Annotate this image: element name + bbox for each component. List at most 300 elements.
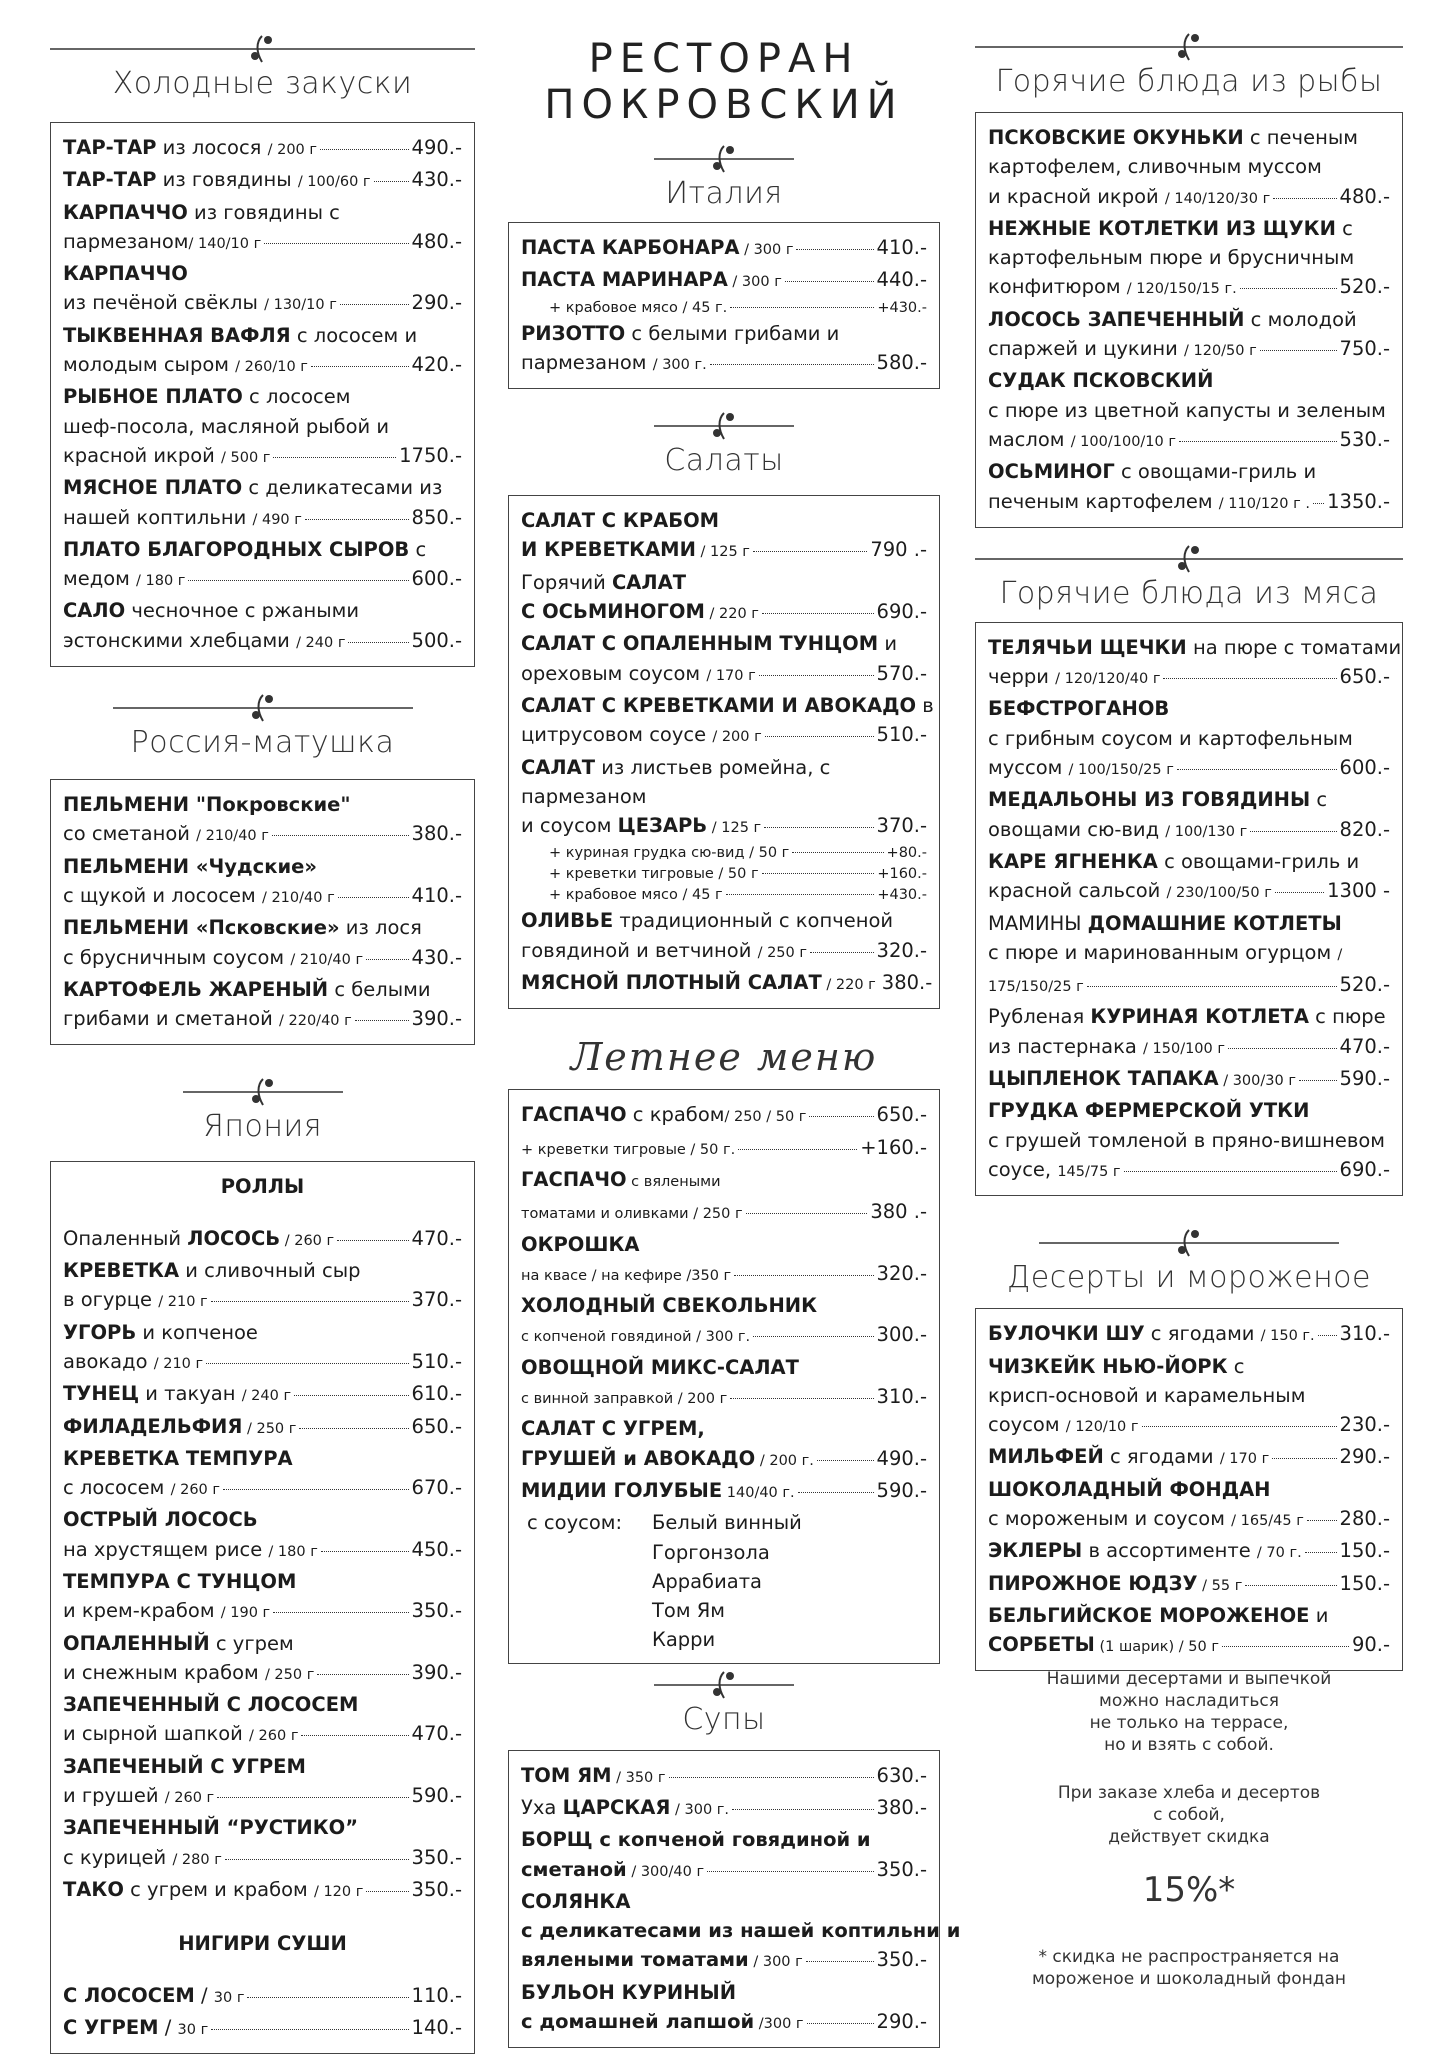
price: 1750.- — [399, 443, 462, 467]
price: 820.- — [1339, 817, 1390, 841]
dish-text: Опаленный — [63, 1226, 188, 1250]
restaurant-name-line1: РЕСТОРАН — [588, 36, 860, 82]
section-title-italy: Италия — [665, 176, 783, 211]
menu-line — [63, 412, 462, 441]
dot-leader — [217, 1797, 408, 1798]
menu-line — [988, 334, 1390, 366]
section-title-desserts: Десерты и мороженое — [1006, 1260, 1371, 1296]
text-line: Аррабиата — [652, 1569, 763, 1593]
dish-text: крисп-основой и карамельным — [988, 1383, 1306, 1407]
dish-name: КАРЕ ЯГНЕНКА — [988, 849, 1158, 873]
menu-line — [988, 815, 1390, 847]
price: 150.- — [1339, 1539, 1390, 1563]
menu-line — [988, 1352, 1390, 1381]
menu-line — [988, 487, 1390, 519]
dish-text: соусе, — [988, 1157, 1058, 1181]
section-header-russia — [50, 691, 475, 761]
dish-text: спаржей и цукини — [988, 337, 1184, 361]
dish-text: с лососем — [242, 385, 351, 409]
menu-line — [63, 288, 462, 320]
menu-line — [988, 1569, 1390, 1601]
footnote — [975, 1946, 1403, 1990]
dish-name: с домашней лапшой — [521, 2010, 755, 2034]
dot-leader — [1313, 503, 1324, 504]
price: 520.- — [1339, 275, 1390, 299]
dish-name: ОЛИВЬЕ — [521, 909, 614, 933]
dish-name: ЗАПЕЧЕННЫЙ “РУСТИКО” — [63, 1816, 359, 1840]
dish-text: из лосося — [156, 136, 268, 159]
menu-line — [988, 970, 1390, 1002]
menu-line — [521, 936, 927, 968]
dish-text: с — [1227, 1354, 1245, 1378]
menu-line — [63, 259, 462, 288]
menu-line — [63, 790, 462, 819]
dot-leader — [1260, 350, 1337, 351]
price: 590.- — [1339, 1067, 1390, 1091]
menu-line — [63, 2013, 462, 2045]
price: 600.- — [411, 567, 462, 591]
portion-weight: / 165/45 г — [1231, 1512, 1304, 1529]
dish-name: САЛАТ С КРЕВЕТКАМИ И АВОКАДО — [521, 693, 917, 717]
dish-name: ЗАПЕЧЕННЫЙ С ЛОСОСЕМ — [63, 1693, 359, 1717]
branch-ornament-icon — [975, 542, 1403, 576]
menu-line — [988, 152, 1390, 181]
dish-text: эстонскими хлебцами — [63, 628, 297, 652]
price: 490.- — [411, 136, 462, 159]
text-line: Карри — [652, 1628, 716, 1652]
dish-name: ТАР-ТАР — [63, 136, 157, 159]
portion-weight: / 55 г — [1197, 1577, 1243, 1594]
price: 590.- — [411, 1784, 462, 1808]
dish-name: ЦЫПЛЕНОК ТАПАКА — [988, 1067, 1219, 1091]
dot-leader — [355, 1020, 409, 1021]
menu-line — [521, 782, 927, 811]
price: 390.- — [411, 1660, 462, 1684]
dot-leader — [753, 1336, 873, 1337]
menu-line — [521, 864, 927, 885]
text-line: Том Ям — [652, 1599, 726, 1623]
menu-line — [63, 1752, 462, 1781]
price: 480.- — [411, 229, 462, 253]
portion-weight: / 300 г — [727, 274, 782, 291]
menu-line — [63, 1473, 462, 1505]
portion-weight: / 120/10 г — [1065, 1419, 1139, 1436]
portion-weight: / 125 г — [695, 544, 750, 561]
menu-line — [63, 350, 462, 382]
price: 510.- — [876, 723, 927, 747]
menu-line — [988, 1155, 1390, 1187]
dot-leader — [294, 1395, 408, 1396]
branch-ornament-icon — [654, 1668, 794, 1702]
portion-weight: / 260 г — [170, 1482, 220, 1499]
sauces-label: с соусом: — [527, 1511, 623, 1535]
dish-text: картофелем, сливочным муссом — [988, 155, 1322, 179]
portion-weight: / 300 г. — [670, 1801, 730, 1818]
menu-line — [521, 659, 927, 691]
menu-box-summer — [508, 1089, 940, 1663]
menu-line — [521, 1761, 927, 1793]
portion-weight: / 100/150/25 г — [1068, 762, 1174, 779]
dish-name: КАРПАЧЧО — [63, 200, 188, 224]
dot-leader — [1087, 986, 1337, 987]
menu-line — [521, 1414, 927, 1443]
price: +160.- — [877, 866, 927, 883]
menu-line — [63, 1224, 462, 1256]
dish-name: МЕДАЛЬОНЫ ИЗ ГОВЯДИНЫ — [988, 788, 1311, 812]
price: 350.- — [411, 1877, 462, 1901]
menu-line — [988, 182, 1390, 214]
menu-line — [521, 1887, 927, 1916]
price: 150.- — [1339, 1571, 1390, 1595]
dish-text: МАМИНЫ — [988, 911, 1088, 935]
dish-text: + крабовое мясо / 45 г. — [549, 299, 728, 316]
dot-leader — [338, 897, 409, 898]
dish-text: с пюре и маринованным огурцом — [988, 940, 1338, 964]
menu-line — [63, 1690, 462, 1719]
menu-line — [988, 662, 1390, 694]
dish-text: с угрем — [209, 1631, 294, 1655]
menu-line — [63, 535, 462, 564]
price: 90.- — [1351, 1633, 1390, 1657]
menu-line — [988, 305, 1390, 334]
price: 350.- — [411, 1845, 462, 1869]
dot-leader — [792, 852, 883, 853]
section-header-salads — [508, 409, 940, 479]
menu-box-fish — [975, 112, 1403, 528]
price: 520.- — [1339, 973, 1390, 997]
price: 380.- — [881, 971, 933, 995]
portion-weight: / 250 г — [242, 1420, 297, 1437]
price: 470.- — [1339, 1034, 1390, 1058]
dish-text: чесночное с ржаными — [125, 599, 360, 623]
dot-leader — [732, 1809, 873, 1810]
dish-text: с — [1335, 216, 1353, 240]
dish-name: КРЕВЕТКА — [63, 1259, 180, 1283]
portion-weight: / — [1337, 946, 1343, 963]
menu-line — [521, 1382, 927, 1414]
dish-name: САЛАТ С ОПАЛЕННЫМ ТУНЦОМ — [521, 632, 879, 656]
menu-line — [988, 1002, 1390, 1031]
menu-line — [521, 968, 933, 1000]
dish-name: ТЫКВЕННАЯ ВАФЛЯ — [63, 323, 291, 347]
dish-text: и копченое — [136, 1320, 258, 1344]
dot-leader — [726, 894, 875, 895]
dish-name: ПЕЛЬМЕНИ «Псковские» — [63, 916, 340, 940]
menu-line — [63, 1629, 462, 1658]
portion-weight: на квасе / на кефире /350 г — [521, 1267, 732, 1284]
dish-name: ПАСТА КАРБОНАРА — [521, 236, 740, 259]
portion-weight: томатами и оливками / 250 г — [521, 1206, 743, 1223]
dish-text: с щукой и лососем — [63, 883, 262, 907]
dish-text: с — [1310, 788, 1328, 812]
dot-leader — [1222, 1646, 1349, 1647]
section-title-cold: Холодные закуски — [112, 66, 413, 101]
dish-name: РЫБНОЕ ПЛАТО — [63, 385, 243, 409]
portion-weight: с винной заправкой / 200 г — [521, 1391, 728, 1408]
dish-name: МИЛЬФЕЙ — [988, 1445, 1104, 1469]
price: +80.- — [886, 845, 927, 862]
menu-box-russia — [50, 779, 475, 1045]
price: 410.- — [876, 236, 927, 259]
dish-name: САЛО — [63, 599, 126, 623]
menu-line — [63, 1285, 462, 1317]
menu-line — [521, 233, 927, 265]
dish-text: с лососем и — [290, 323, 418, 347]
menu-line — [988, 243, 1390, 272]
portion-weight: / 100/130 г — [1165, 823, 1248, 840]
portion-weight: / 200 г. — [755, 1452, 814, 1469]
section-title-japan: Япония — [203, 1109, 322, 1145]
dot-leader — [211, 1301, 409, 1302]
dish-text: Рубленая — [988, 1005, 1091, 1029]
dish-name: БЕФСТРОГАНОВ — [988, 697, 1170, 721]
nigiri-list — [63, 1981, 462, 2046]
dot-leader — [738, 1149, 857, 1150]
price: 370.- — [411, 1288, 462, 1312]
dot-leader — [734, 1275, 873, 1276]
menu-line — [988, 1064, 1390, 1096]
branch-ornament-icon — [113, 691, 413, 725]
column-right — [975, 0, 1403, 1671]
dish-text: ореховым соусом — [521, 661, 707, 685]
dish-name: ДОМАШНИЕ КОТЛЕТЫ — [1087, 911, 1342, 935]
menu-line — [988, 785, 1390, 814]
menu-line — [63, 1596, 462, 1628]
dish-text: нашей коптильни — [63, 505, 253, 529]
dot-leader — [223, 1489, 409, 1490]
dish-text: муссом — [988, 756, 1069, 780]
dish-text: печеным картофелем — [988, 489, 1219, 513]
dish-text: с овощами-гриль и — [1157, 849, 1360, 873]
menu-line — [63, 913, 462, 942]
menu-line — [63, 1875, 462, 1907]
portion-weight: / 250 г — [264, 1666, 315, 1683]
dish-text: и — [1309, 1603, 1329, 1627]
dish-text: с белыми — [328, 977, 431, 1001]
menu-line — [521, 1825, 927, 1854]
portion-weight: / 300/30 г — [1218, 1073, 1296, 1090]
price: 390.- — [411, 1007, 462, 1031]
dot-leader — [340, 304, 409, 305]
section-title-fish: Горячие блюда из рыбы — [995, 64, 1383, 99]
portion-weight: / 280 г — [172, 1851, 222, 1868]
dish-text: в огурце — [63, 1288, 159, 1312]
section-title-meat: Горячие блюда из мяса — [999, 575, 1379, 611]
dot-leader — [807, 2023, 874, 2024]
dish-name: МЯСНОЙ ПЛОТНЫЙ САЛАТ — [521, 971, 822, 995]
menu-line — [988, 396, 1390, 425]
portion-weight: / 125 г — [707, 820, 762, 837]
menu-line — [521, 1353, 927, 1382]
dot-leader — [669, 1777, 874, 1778]
menu-line — [988, 425, 1390, 457]
price: 410.- — [411, 883, 462, 907]
price: 230.- — [1339, 1413, 1390, 1437]
menu-line — [63, 133, 462, 165]
menu-line — [988, 753, 1390, 785]
menu-line — [988, 272, 1390, 304]
dish-name: САЛАТ — [521, 755, 595, 779]
dish-name: С УГРЕМ — [63, 2015, 159, 2039]
menu-line — [521, 1100, 927, 1132]
nigiri-heading: НИГИРИ СУШИ — [178, 1932, 347, 1956]
dot-leader — [1250, 831, 1336, 832]
dot-leader — [765, 736, 874, 737]
dish-name: ГРУШЕЙ и АВОКАДО — [521, 1446, 756, 1470]
menu-line — [521, 298, 927, 319]
menu-line — [521, 1978, 927, 2007]
text-line: можно насладиться — [1099, 1691, 1279, 1711]
menu-line — [521, 319, 927, 348]
dot-leader — [321, 1551, 409, 1552]
dot-leader — [320, 149, 409, 150]
portion-weight: (1 шарик) / 50 г — [1094, 1639, 1219, 1656]
dish-name: ЦАРСКАЯ — [562, 1795, 671, 1819]
portion-weight: / 200 г — [267, 142, 318, 158]
dot-leader — [1142, 1426, 1337, 1427]
dish-text: с печеным — [1243, 126, 1358, 149]
price: 320.- — [876, 938, 927, 962]
price: 1300 - — [1327, 879, 1390, 903]
dot-leader — [1305, 1552, 1337, 1553]
menu-line — [521, 753, 927, 782]
dot-leader — [317, 1674, 408, 1675]
dish-name: ПАСТА МАРИНАРА — [521, 268, 728, 292]
dish-text: + креветки тигровые / 50 г — [549, 866, 759, 883]
dot-leader — [1299, 1080, 1337, 1081]
menu-line — [521, 1793, 927, 1825]
portion-weight: / 100/100/10 г — [1070, 433, 1176, 450]
portion-weight: / 210/40 г — [261, 889, 335, 906]
dish-text: с овощами-гриль и — [1114, 460, 1317, 484]
dish-name: КРЕВЕТКА ТЕМПУРА — [63, 1446, 293, 1470]
menu-line — [63, 165, 462, 197]
dot-leader — [225, 1859, 409, 1860]
menu-line — [521, 265, 927, 297]
dot-leader — [1163, 678, 1336, 679]
price: 500.- — [411, 628, 462, 652]
dish-name: НЕЖНЫЕ КОТЛЕТКИ ИЗ ЩУКИ — [988, 216, 1336, 240]
dish-name: с деликатесами из нашей коптильни и — [521, 1919, 961, 1943]
dish-name: ПЕЛЬМЕНИ «Чудские» — [63, 854, 317, 878]
menu-line — [521, 906, 927, 935]
dish-text: в ассортименте — [1082, 1539, 1257, 1563]
menu-line — [988, 366, 1390, 395]
menu-line — [988, 909, 1390, 938]
price: 650.- — [876, 1103, 927, 1127]
rolls-heading: РОЛЛЫ — [220, 1175, 305, 1199]
column-middle — [508, 142, 961, 2048]
branch-ornament-icon — [50, 32, 475, 66]
section-title-salads: Салаты — [664, 443, 784, 479]
dot-leader — [1318, 1335, 1337, 1336]
section-title-summer: Летнее меню — [570, 1035, 878, 1080]
section-header-cold — [50, 32, 475, 102]
portion-weight: / 120/50 г — [1184, 343, 1257, 360]
dish-name: ГАСПАЧО — [521, 1103, 627, 1127]
text-line: не только на террасе, — [1089, 1713, 1289, 1733]
price: 290.- — [411, 291, 462, 315]
portion-weight: / 170 г — [706, 667, 756, 684]
menu-box-cold — [50, 122, 475, 667]
portion-weight: / 130/10 г — [264, 297, 337, 314]
menu-line — [521, 720, 927, 752]
dish-text: / — [194, 1983, 214, 2007]
dish-text: Горячий — [521, 570, 612, 594]
dish-name: вялеными томатами — [521, 1948, 749, 1972]
dish-name: ПЛАТО БЛАГОРОДНЫХ СЫРОВ — [63, 537, 410, 561]
menu-line — [63, 503, 462, 535]
section-header-italy — [508, 142, 940, 212]
dish-text: из печёной свёклы — [63, 291, 265, 315]
menu-line — [63, 881, 462, 913]
price: +430.- — [877, 299, 927, 316]
menu-line — [63, 975, 462, 1004]
dish-text: авокадо — [63, 1349, 154, 1373]
dot-leader — [1275, 892, 1324, 893]
menu-line — [521, 1916, 961, 1945]
price: 490.- — [876, 1446, 927, 1470]
dish-name: ХОЛОДНЫЙ СВЕКОЛЬНИК — [521, 1294, 818, 1318]
dot-leader — [337, 1240, 408, 1241]
price: 320.- — [876, 1261, 927, 1285]
branch-ornament-icon — [975, 30, 1403, 64]
section-header-meat — [975, 542, 1403, 612]
menu-line — [988, 123, 1390, 152]
dish-text: с грибным соусом и картофельным — [988, 726, 1353, 750]
dot-leader — [796, 249, 873, 250]
price: 420.- — [411, 353, 462, 377]
menu-line — [521, 811, 927, 843]
dish-text: цитрусовом соусе — [521, 723, 713, 747]
dish-name: БЕЛЬГИЙСКОЕ МОРОЖЕНОЕ — [988, 1603, 1310, 1627]
dish-text: шеф-посола, масляной рыбой и — [63, 414, 390, 438]
restaurant-name — [508, 36, 940, 128]
menu-line — [63, 1318, 462, 1347]
menu-line — [521, 843, 927, 864]
dish-text: с брусничным соусом — [63, 945, 291, 969]
dot-leader — [264, 243, 408, 244]
menu-line — [521, 2007, 927, 2039]
menu-line — [988, 1381, 1390, 1410]
dish-text: с белыми грибами и — [625, 321, 840, 345]
price: 590.- — [876, 1478, 927, 1502]
menu-box-soups — [508, 1750, 961, 2049]
price: 430.- — [411, 945, 462, 969]
price: 790 .- — [870, 538, 927, 562]
dot-leader — [1179, 441, 1337, 442]
dish-text: маслом — [988, 427, 1071, 451]
dish-name: С ОСЬМИНОГОМ — [521, 600, 705, 624]
menu-line — [521, 1476, 927, 1508]
dish-text: медом — [63, 567, 137, 591]
dish-name: ТУНЕЦ — [63, 1382, 140, 1406]
dish-name: ЛОСОСЬ ЗАПЕЧЕННЫЙ — [988, 307, 1245, 331]
menu-line — [63, 1843, 462, 1875]
portion-weight: / 210 г — [158, 1294, 208, 1311]
dish-text: из листьев ромейна, с — [595, 755, 831, 779]
dot-leader — [753, 551, 867, 552]
menu-line — [521, 629, 927, 658]
portion-weight: 145/75 г — [1057, 1163, 1121, 1180]
dot-leader — [305, 519, 409, 520]
portion-weight: / 210/40 г — [196, 828, 269, 845]
price: 300.- — [876, 1323, 927, 1347]
dish-name: ОПАЛЕННЫЙ — [63, 1631, 210, 1655]
text-line: с собой, — [1153, 1805, 1225, 1825]
dish-text: в — [916, 693, 934, 717]
dish-text: молодым сыром — [63, 353, 236, 377]
